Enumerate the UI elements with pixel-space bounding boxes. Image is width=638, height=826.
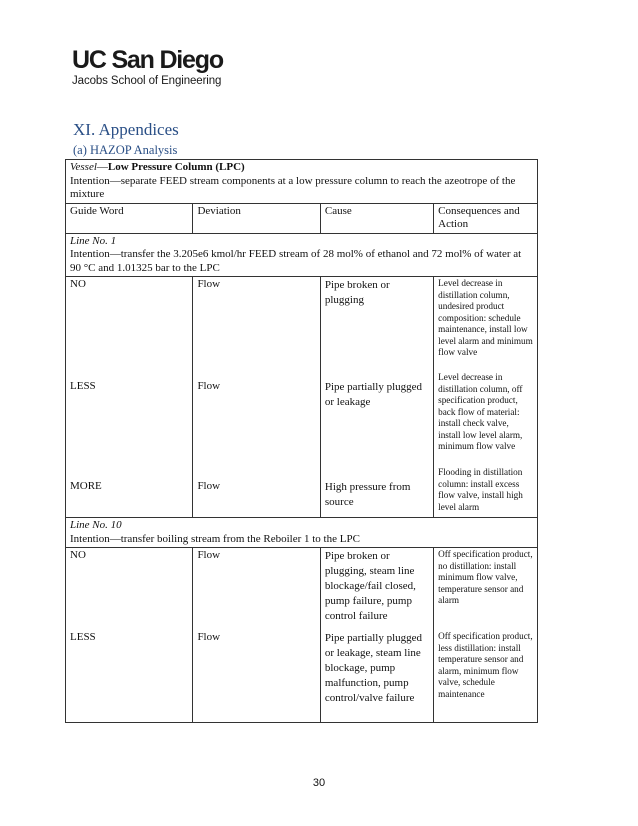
table-row-guide: NO — [70, 549, 86, 561]
line-1-intention: Intention—transfer the 3.205e6 kmol/hr FEED stream of 28 mol% of ethanol and 72 mol% of water at 90 °C and 1.01325 bar to the LPC — [70, 248, 522, 274]
table-row-consequence: Off specification product, no distillation: install minimum flow valve, temperature sensor and alarm — [438, 549, 533, 605]
table-row-consequence: Level decrease in distillation column, undesired product composition: schedule maintenance, install low level alarm and minimum flow valve — [438, 278, 533, 357]
table-row-deviation: Flow — [197, 480, 221, 492]
hazop-table — [65, 159, 538, 723]
table-row-consequence: Level decrease in distillation column, off specification product, back flow of material: install check valve, install low level alarm, minimum flow valve — [438, 372, 523, 451]
table-row-cause: Pipe broken or plugging, steam line blockage/fail closed, pump failure, pump control failure — [324, 550, 416, 622]
line-10-rows — [66, 548, 538, 723]
line-1-cell — [66, 233, 538, 277]
subsection-title: (a) HAZOP Analysis — [73, 143, 178, 157]
page-number: 30 — [312, 777, 326, 789]
section-title: XI. Appendices — [73, 120, 179, 139]
table-row-deviation: Flow — [197, 631, 221, 643]
vessel-label: Vessel — [70, 161, 97, 173]
line-1-intention-row — [66, 233, 538, 277]
table-row-cause: High pressure from source — [324, 481, 411, 508]
table-row-guide: NO — [70, 278, 86, 290]
line-1-guide-col — [66, 277, 193, 518]
vessel-row — [66, 160, 538, 204]
vessel-cell — [66, 160, 538, 204]
line-1-number: Line No. 1 — [70, 234, 117, 247]
line-10-number: Line No. 10 — [70, 519, 122, 531]
vessel-intention: Intention—separate FEED stream components at a low pressure column to reach the azeotrope of the mixture — [70, 174, 516, 200]
logo-sub-text: Jacobs School of Engineering — [72, 75, 222, 87]
table-row-consequence: Off specification product, less distillation: install temperature sensor and alarm, minimum flow valve, schedule maintenance — [438, 631, 533, 699]
vessel-dash: — — [96, 161, 108, 173]
table-row-cause: Pipe broken or plugging — [324, 279, 390, 306]
line-10-cell — [66, 518, 538, 548]
header-consequences: Consequences and Action — [434, 203, 538, 233]
table-row-deviation: Flow — [197, 278, 221, 290]
line-10-intention-row — [66, 518, 538, 548]
table-row-guide: LESS — [70, 380, 96, 392]
ucsd-logo — [72, 46, 223, 88]
line-1-cause-col — [320, 277, 433, 518]
header-deviation: Deviation — [193, 203, 320, 233]
line-10-deviation-col — [193, 548, 320, 723]
table-row-cause: Pipe partially plugged or leakage, steam line blockage, pump malfunction, pump control/valve failure — [324, 632, 423, 704]
line-10-intention: Intention—transfer boiling stream from the Reboiler 1 to the LPC — [70, 532, 360, 545]
table-row-cause: Pipe partially plugged or leakage — [324, 381, 423, 408]
logo-main-text: UC San Diego — [72, 46, 223, 74]
line-10-consequence-col — [434, 548, 538, 723]
header-cause: Cause — [320, 203, 433, 233]
table-row-guide: LESS — [70, 631, 96, 643]
header-row — [66, 203, 538, 233]
line-10-guide-col — [66, 548, 193, 723]
line-1-rows — [66, 277, 538, 518]
line-1-deviation-col — [193, 277, 320, 518]
table-row-deviation: Flow — [197, 549, 221, 561]
header-guide-word: Guide Word — [66, 203, 193, 233]
table-row-consequence: Flooding in distillation column: install excess flow valve, install high level alarm — [438, 467, 523, 512]
line-10-cause-col — [320, 548, 433, 723]
vessel-name: Low Pressure Column (LPC) — [107, 161, 245, 173]
table-row-guide: MORE — [70, 480, 102, 492]
line-1-consequence-col — [434, 277, 538, 518]
table-row-deviation: Flow — [197, 380, 221, 392]
